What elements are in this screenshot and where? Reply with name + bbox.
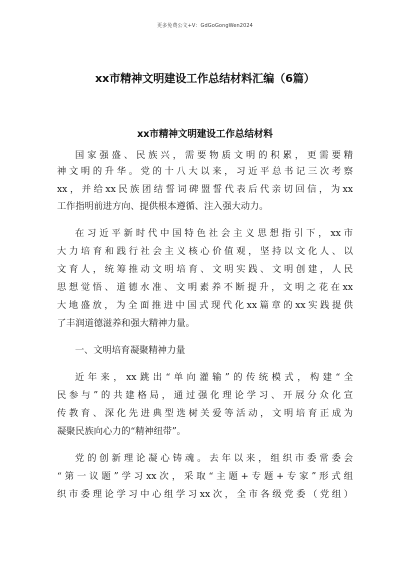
- subsection-heading: 一、文明培育凝聚精神力量: [75, 345, 186, 356]
- body-line: 织市委理论学习中心组学习xx次，全市各级党委（党组）: [57, 489, 353, 500]
- body-line: 神文明的升华。党的十八大以来，习近平总书记三次考察: [57, 166, 353, 177]
- body-line: 传教育、深化先进典型选树关爱等活动，文明培育正成为: [57, 408, 353, 419]
- section-title: xx市精神文明建设工作总结材料: [137, 129, 273, 140]
- body-line: 思想觉悟、道德水准、文明素养不断提升，文明之花在xx: [57, 282, 353, 293]
- body-line: 在习近平新时代中国特色社会主义思想指引下，xx市: [75, 228, 353, 239]
- body-line: 大力培育和践行社会主义核心价值观，坚持以文化人、以: [57, 246, 353, 257]
- body-line: 国家强盛、民族兴，需要物质文明的积累，更需要精: [75, 150, 353, 161]
- body-line: xx，并给xx民族团结誓词碑盟誓代表后代亲切回信，为xx: [57, 184, 353, 195]
- header-note: 更多免费公文+V：GdGoGongWen2024: [157, 23, 253, 29]
- body-line: 大地盛放，为全面推进中国式现代化xx篇章的xx实践提供: [57, 300, 353, 311]
- body-line: 了丰润道德滋养和强大精神力量。: [57, 318, 195, 329]
- body-line: 民参与”的共建格局，通过强化理论学习、开展分众化宣: [57, 390, 353, 401]
- body-line: 工作指明前进方向、提供根本遵循、注入强大动力。: [57, 201, 269, 212]
- body-line: 党的创新理论凝心铸魂。去年以来，组织市委常委会: [75, 453, 353, 464]
- body-line: 近年来，xx跳出“单向灌输”的传统模式，构建“全: [75, 372, 353, 383]
- body-line: “第一议题”学习xx次，采取“主题+专题+专家”形式组: [57, 471, 353, 482]
- body-line: 文育人，统筹推动文明培育、文明实践、文明创建，人民: [57, 264, 353, 275]
- body-line: 凝聚民族向心力的“精神纽带”。: [57, 426, 186, 437]
- document-title: xx市精神文明建设工作总结材料汇编（6篇）: [95, 72, 315, 85]
